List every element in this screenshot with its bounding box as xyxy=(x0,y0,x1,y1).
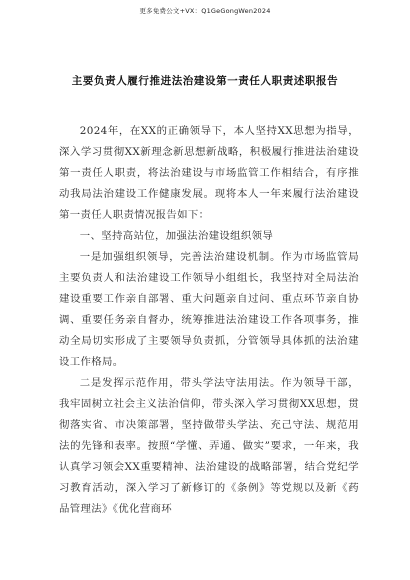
header-note: 更多免费公文+VX：Q1GeGongWen2024 xyxy=(139,7,271,15)
document-title: 主要负责人履行推进法治建设第一责任人职责述职报告 xyxy=(71,75,339,87)
document-body xyxy=(59,121,359,520)
section-heading: 一、坚持高站位，加强法治建设组织领导 xyxy=(79,230,274,242)
paragraph: 一是加强组织领导，完善法治建设机制。作为市场监管局主要负责人和法治建设工作领导小组组长，我坚持对全局法治建设重要工作亲自部署、重大问题亲自过问、重点环节亲自协调、重要任务亲自督办，统筹推进法治建设工作各项事务，推动全局切实形成了主要领导负责抓，分管领导具体抓的法治建设工作格局。 xyxy=(59,251,359,368)
paragraph-intro: 2024年，在XX的正确领导下，本人坚持XX思想为指导，深入学习贯彻XX新理念新思想新战略，积极履行推进法治建设第一责任人职责，将法治建设与市场监管工作相结合，有序推动我局法治建设工作健康发展。现将本人一年来履行法治建设第一责任人职责情况报告如下： xyxy=(59,125,359,221)
paragraph: 二是发挥示范作用，带头学法守法用法。作为领导干部，我牢固树立社会主义法治信仰，带头深入学习贯彻XX思想，贯彻落实省、市决策部署，坚持做带头学法、充己守法、规范用法的先锋和表率。按照“学懂、弄通、做实”要求，一年来，我认真学习领会XX重要精神、法治建设的战略部署，结合党纪学习教育活动，深入学习了新修订的《条例》等党规以及新《药品管理法》《优化营商环 xyxy=(59,377,359,515)
